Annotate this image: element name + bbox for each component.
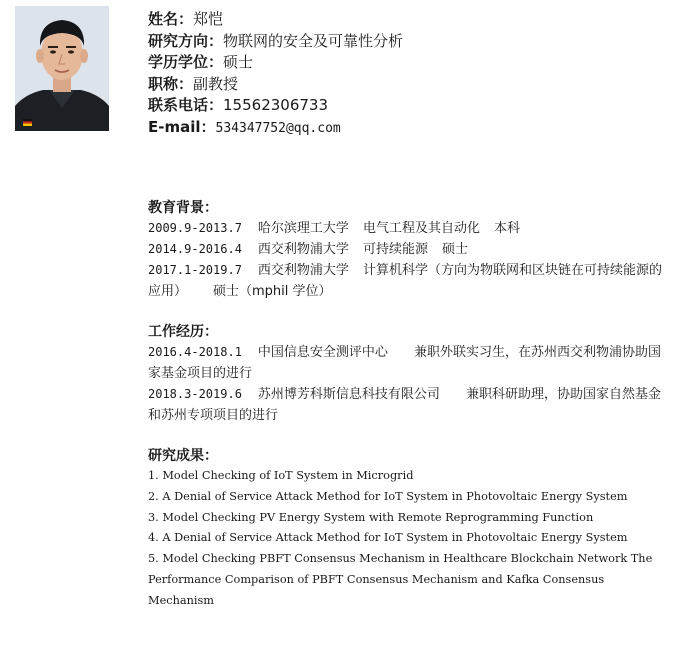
education-date: 2017.1-2019.7 [148,263,242,277]
research-title: 研究成果： [148,448,218,464]
phone-value: 15562306733 [223,96,328,114]
name-value: 郑恺 [193,10,224,28]
title-row [148,74,668,96]
publication-item: 1. Model Checking of IoT System in Microgrid [148,469,414,482]
education-date: 2014.9-2016.4 [148,242,242,256]
education-school: 西交利物浦大学 [257,263,349,278]
research-section [148,446,663,612]
email-row [148,117,668,139]
education-item [148,239,663,260]
education-major: 可持续能源 [362,242,428,257]
work-desc: 兼职外联实习生，在苏州西交利物浦协助国家基金项目的进行 [148,345,661,381]
publication-item: 3. Model Checking PV Energy System with Remote Reprogramming Function [148,510,594,524]
title-label: 职称： [148,74,194,93]
education-degree: 硕士 [441,242,468,257]
publication-item: 4. A Denial of Service Attack Method for IoT System in Photovoltaic Energy System [148,531,628,545]
publication-list [148,466,663,612]
work-title: 工作经历： [148,324,218,340]
education-item [148,260,663,302]
education-school: 哈尔滨理工大学 [257,221,349,236]
education-section [148,198,663,302]
education-major: 计算机科学（方向为物联网和区块链在可持续能源的应用） [148,263,662,299]
work-date: 2018.3-2019.6 [148,387,242,401]
degree-label: 学历学位： [148,53,224,71]
email-label: E-mail： [148,117,216,136]
work-item [148,342,663,384]
education-date: 2009.9-2013.7 [148,221,242,235]
phone-row [148,95,668,117]
education-title: 教育背景： [148,200,218,216]
profile-photo [15,6,109,131]
research-direction-label: 研究方向： [148,31,224,50]
personal-info [148,9,668,138]
publication-item: 2. A Denial of Service Attack Method for IoT System in Photovoltaic Energy System [148,489,628,503]
research-direction-row [148,31,668,53]
publication-item: 5. Model Checking PBFT Consensus Mechanism in Healthcare Blockchain Network The Performance Comparison of PBFT Consensus Mechanism and Kafka Consensus Mechanism [148,552,653,607]
education-major: 电气工程及其自动化 [362,221,480,236]
phone-label: 联系电话： [148,96,224,114]
education-item [148,218,663,239]
education-degree: 硕士（mphil 学位） [213,284,332,299]
name-label: 姓名： [148,10,194,28]
work-desc: 兼职科研助理，协助国家自然基金和苏州专项项目的进行 [148,387,661,423]
education-degree: 本科 [493,221,520,236]
title-value: 副教授 [193,74,239,93]
degree-value: 硕士 [223,53,254,71]
work-date: 2016.4-2018.1 [148,345,242,359]
email-value: 534347752@qq.com [215,120,341,136]
education-school: 西交利物浦大学 [257,242,349,257]
work-org: 苏州博芳科斯信息科技有限公司 [257,387,440,402]
degree-row [148,52,668,74]
research-direction-value: 物联网的安全及可靠性分析 [223,31,404,50]
work-org: 中国信息安全测评中心 [257,345,388,360]
name-row [148,9,668,31]
work-section [148,322,663,426]
work-item [148,384,663,426]
